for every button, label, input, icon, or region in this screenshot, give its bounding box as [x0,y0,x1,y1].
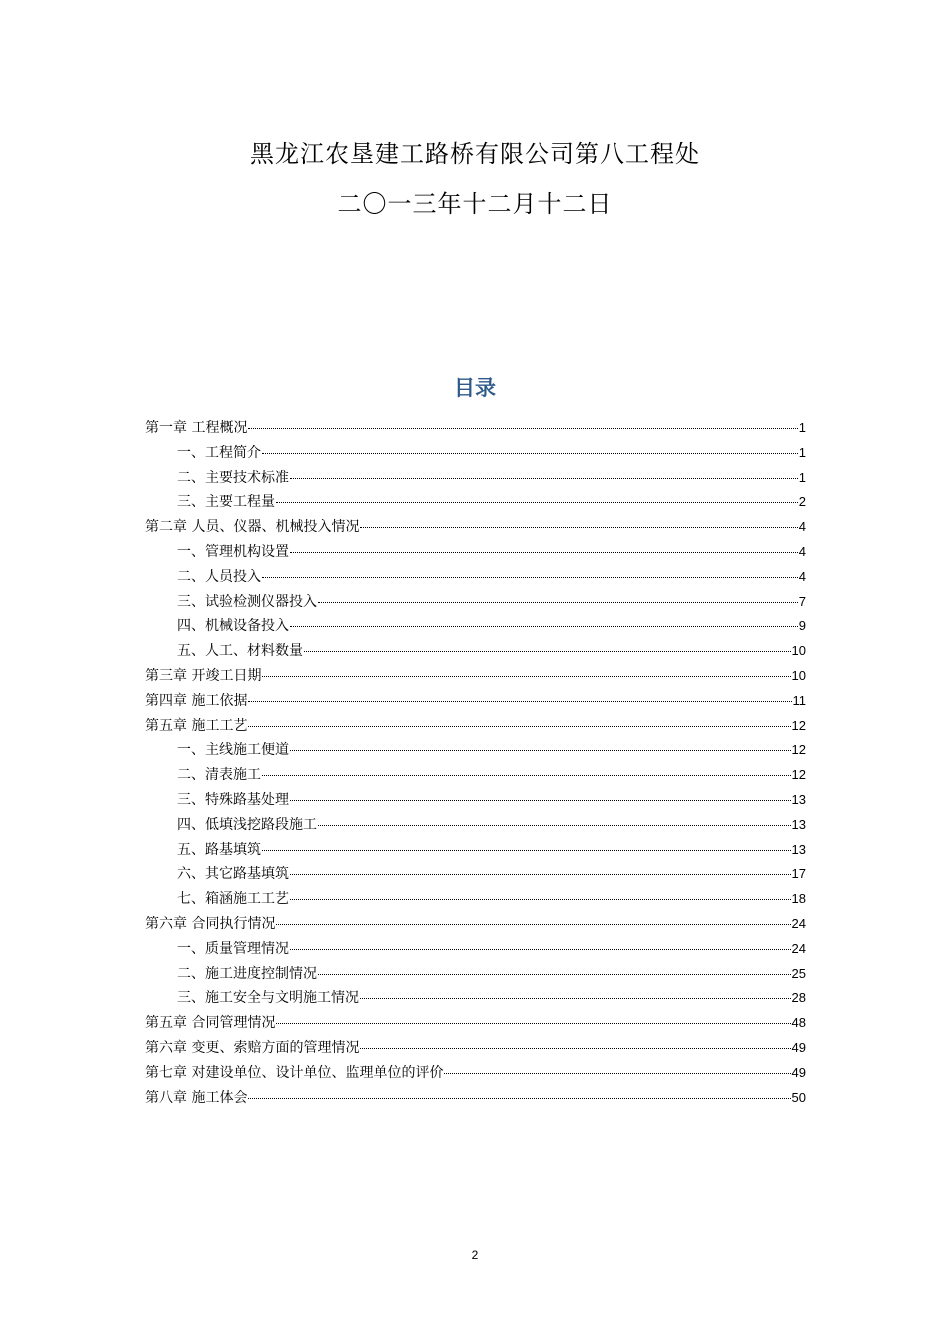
toc-chapter-entry[interactable] [145,416,806,441]
toc-dot-leader [276,924,790,925]
toc-dot-leader [318,825,791,826]
toc-entry-label: 六、其它路基填筑 [177,866,289,883]
toc-entry-label: 第七章 对建设单位、设计单位、监理单位的评价 [145,1064,444,1081]
toc-entry-page: 11 [792,692,806,708]
page-number: 2 [471,1248,479,1262]
toc-entry-page: 49 [791,1064,806,1080]
toc-section-entry[interactable] [145,639,806,664]
toc-entry-label: 一、主线施工便道 [177,742,289,759]
toc-dot-leader [262,453,798,454]
toc-dot-leader [304,651,791,652]
toc-dot-leader [262,676,790,677]
toc-entry-page: 1 [798,444,806,460]
toc-entry-page: 50 [791,1089,806,1105]
toc-dot-leader [248,726,790,727]
toc-dot-leader [248,428,797,429]
toc-entry-label: 二、主要技术标准 [177,469,289,486]
toc-dot-leader [290,626,798,627]
toc-chapter-entry[interactable] [145,1011,806,1036]
toc-section-entry[interactable] [145,540,806,565]
toc-entry-label: 一、工程简介 [177,444,261,461]
toc-entry-page: 17 [791,866,806,882]
toc-entry-label: 第一章 工程概况 [145,420,248,436]
toc-dot-leader [248,701,791,702]
toc-entry-page: 4 [798,519,806,535]
toc-entry-label: 五、路基填筑 [177,841,261,858]
toc-section-entry[interactable] [145,590,806,615]
toc-section-entry[interactable] [145,937,806,962]
toc-section-entry[interactable] [145,838,806,863]
toc-dot-leader [290,800,791,801]
toc-entry-label: 三、特殊路基处理 [177,791,289,808]
toc-section-entry[interactable] [145,466,806,491]
toc-dot-leader [262,577,798,578]
toc-entry-label: 三、主要工程量 [177,494,275,511]
toc-entry-page: 2 [798,494,806,510]
toc-entry-label: 一、质量管理情况 [177,940,289,957]
toc-entry-label: 二、施工进度控制情况 [177,965,317,982]
toc-entry-page: 13 [791,841,806,857]
toc-dot-leader [290,949,791,950]
toc-entry-label: 五、人工、材料数量 [177,643,303,660]
toc-entry-page: 12 [791,717,806,733]
toc-entry-page: 13 [791,816,806,832]
toc-entry-label: 第八章 施工体会 [145,1089,248,1106]
toc-entry-label: 四、低填浅挖路段施工 [177,816,317,833]
toc-entry-label: 一、管理机构设置 [177,543,289,560]
toc-entry-label: 第五章 施工工艺 [145,717,248,734]
toc-chapter-entry[interactable] [145,689,806,714]
toc-entry-label: 二、人员投入 [177,568,261,585]
toc-dot-leader [290,874,791,875]
toc-entry-label: 四、机械设备投入 [177,618,289,635]
toc-entry-page: 48 [791,1015,806,1031]
toc-entry-page: 4 [798,543,806,559]
toc-section-entry[interactable] [145,887,806,912]
toc-dot-leader [444,1073,790,1074]
toc-entry-label: 第二章 人员、仪器、机械投入情况 [145,519,360,536]
toc-section-entry[interactable] [145,813,806,838]
toc-entry-page: 28 [791,990,806,1006]
toc-dot-leader [318,602,798,603]
toc-entry-page: 18 [791,891,806,907]
toc-entry-label: 二、清表施工 [177,767,261,784]
toc-chapter-entry[interactable] [145,1061,806,1086]
toc-entry-page: 25 [791,965,806,981]
toc-dot-leader [276,1023,790,1024]
toc-dot-leader [290,750,791,751]
toc-entry-page: 1 [798,469,806,485]
toc-dot-leader [290,478,798,479]
toc-section-entry[interactable] [145,441,806,466]
toc-dot-leader [318,974,791,975]
toc-entry-page: 7 [798,593,806,609]
toc-dot-leader [262,850,791,851]
toc-entry-label: 第五章 合同管理情况 [145,1015,276,1032]
toc-section-entry[interactable] [145,986,806,1011]
toc-dot-leader [360,527,797,528]
toc-entry-label: 三、施工安全与文明施工情况 [177,990,359,1007]
toc-section-entry[interactable] [145,962,806,987]
toc-chapter-entry[interactable] [145,1086,806,1111]
toc-chapter-entry[interactable] [145,515,806,540]
toc-entry-label: 第四章 施工依据 [145,692,248,709]
toc-entry-page: 4 [798,568,806,584]
toc-entry-label: 第六章 合同执行情况 [145,915,276,932]
toc-dot-leader [290,899,791,900]
toc-dot-leader [360,998,791,999]
toc-dot-leader [360,1048,790,1049]
toc-entry-page: 12 [791,767,806,783]
company-name: 黑龙江农垦建工路桥有限公司第八工程处 [250,140,700,168]
toc-section-entry[interactable] [145,738,806,763]
toc-dot-leader [248,1098,790,1099]
toc-entry-page: 49 [791,1039,806,1055]
toc-chapter-entry[interactable] [145,714,806,739]
toc-section-entry[interactable] [145,490,806,515]
toc-chapter-entry[interactable] [145,664,806,689]
toc-entry-page: 9 [798,618,806,634]
toc-entry-page: 12 [791,742,806,758]
toc-dot-leader [290,552,798,553]
toc-dot-leader [262,775,791,776]
toc-entry-page: 13 [791,791,806,807]
toc-chapter-entry[interactable] [145,1036,806,1061]
toc-section-entry[interactable] [145,788,806,813]
toc-entry-label: 三、试验检测仪器投入 [177,593,317,610]
toc-dot-leader [276,502,798,503]
toc-entry-page: 1 [798,420,806,435]
toc-entry-label: 第三章 开竣工日期 [145,667,262,684]
table-of-contents [145,416,806,1110]
toc-section-entry[interactable] [145,763,806,788]
toc-entry-page: 24 [791,940,806,956]
toc-entry-label: 七、箱涵施工工艺 [177,891,289,908]
toc-entry-page: 10 [791,667,806,683]
toc-title: 目录 [454,376,496,400]
document-date: 二〇一三年十二月十二日 [337,190,613,218]
toc-section-entry[interactable] [145,614,806,639]
toc-section-entry[interactable] [145,565,806,590]
toc-entry-page: 10 [791,643,806,659]
toc-entry-page: 24 [791,915,806,931]
toc-section-entry[interactable] [145,862,806,887]
toc-chapter-entry[interactable] [145,912,806,937]
toc-entry-label: 第六章 变更、索赔方面的管理情况 [145,1039,360,1056]
